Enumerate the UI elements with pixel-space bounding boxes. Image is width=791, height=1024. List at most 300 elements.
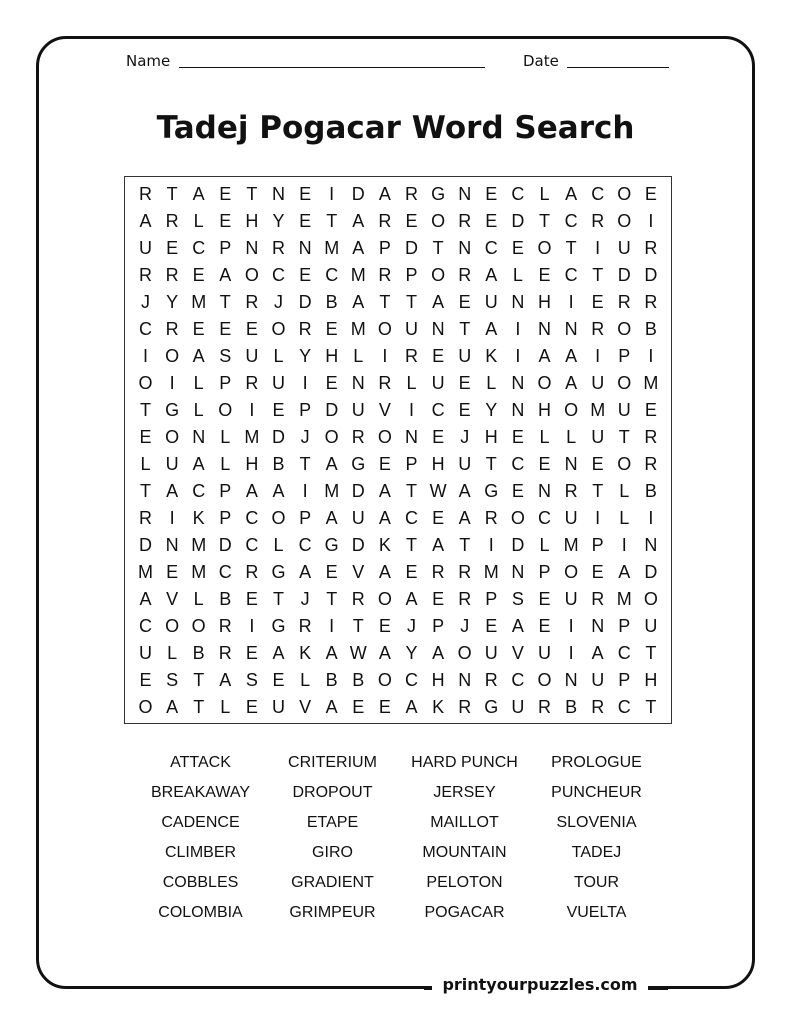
- grid-cell[interactable]: R: [139, 184, 152, 204]
- grid-cell[interactable]: E: [485, 184, 498, 204]
- grid-cell[interactable]: L: [193, 400, 204, 420]
- grid-cell[interactable]: L: [193, 211, 204, 231]
- grid-cell[interactable]: T: [166, 184, 178, 204]
- grid-cell[interactable]: J: [274, 292, 283, 312]
- grid-cell[interactable]: L: [619, 481, 630, 501]
- grid-cell[interactable]: C: [405, 670, 418, 690]
- grid-cell[interactable]: B: [644, 481, 657, 501]
- grid-cell[interactable]: M: [616, 589, 632, 609]
- grid-cell[interactable]: E: [192, 265, 205, 285]
- grid-cell[interactable]: R: [405, 184, 418, 204]
- grid-cell[interactable]: C: [218, 562, 232, 582]
- grid-cell[interactable]: E: [245, 697, 258, 717]
- grid-cell[interactable]: K: [192, 508, 205, 528]
- grid-cell[interactable]: U: [165, 454, 179, 474]
- grid-cell[interactable]: I: [302, 481, 308, 501]
- grid-cell[interactable]: I: [169, 508, 175, 528]
- grid-cell[interactable]: J: [300, 427, 310, 447]
- grid-cell[interactable]: T: [406, 535, 417, 555]
- grid-cell[interactable]: P: [219, 238, 232, 258]
- grid-cell[interactable]: K: [432, 697, 445, 717]
- grid-cell[interactable]: J: [300, 589, 310, 609]
- grid-cell[interactable]: C: [298, 535, 312, 555]
- grid-cell[interactable]: P: [219, 481, 232, 501]
- grid-cell[interactable]: E: [458, 400, 471, 420]
- grid-cell[interactable]: A: [192, 184, 205, 204]
- grid-cell[interactable]: N: [298, 238, 312, 258]
- grid-cell[interactable]: R: [591, 211, 605, 231]
- grid-cell[interactable]: E: [352, 697, 365, 717]
- grid-cell[interactable]: I: [648, 508, 654, 528]
- grid-cell[interactable]: E: [591, 292, 604, 312]
- grid-cell[interactable]: E: [299, 265, 312, 285]
- grid-cell[interactable]: R: [564, 481, 578, 501]
- grid-cell[interactable]: N: [431, 319, 445, 339]
- grid-cell[interactable]: N: [192, 427, 206, 447]
- grid-cell[interactable]: R: [431, 562, 445, 582]
- grid-cell[interactable]: N: [511, 292, 525, 312]
- name-line[interactable]: [179, 67, 485, 68]
- grid-cell[interactable]: O: [165, 346, 180, 366]
- grid-cell[interactable]: I: [648, 346, 654, 366]
- grid-cell[interactable]: O: [617, 211, 632, 231]
- grid-cell[interactable]: R: [165, 211, 179, 231]
- grid-cell[interactable]: R: [139, 508, 152, 528]
- grid-cell[interactable]: I: [302, 373, 308, 393]
- grid-cell[interactable]: P: [591, 535, 604, 555]
- grid-cell[interactable]: I: [595, 346, 601, 366]
- grid-cell[interactable]: L: [220, 454, 231, 474]
- grid-cell[interactable]: E: [272, 670, 285, 690]
- grid-cell[interactable]: R: [218, 616, 232, 636]
- grid-cell[interactable]: D: [351, 184, 365, 204]
- grid-cell[interactable]: P: [618, 346, 631, 366]
- grid-cell[interactable]: M: [350, 265, 366, 285]
- grid-cell[interactable]: O: [537, 373, 552, 393]
- grid-cell[interactable]: R: [245, 292, 259, 312]
- grid-cell[interactable]: O: [431, 211, 446, 231]
- grid-cell[interactable]: E: [139, 670, 152, 690]
- grid-cell[interactable]: T: [299, 454, 311, 474]
- grid-cell[interactable]: K: [485, 346, 498, 366]
- grid-cell[interactable]: A: [565, 184, 578, 204]
- grid-cell[interactable]: T: [406, 292, 417, 312]
- grid-cell[interactable]: O: [377, 670, 392, 690]
- grid-cell[interactable]: E: [458, 292, 471, 312]
- grid-cell[interactable]: P: [219, 508, 232, 528]
- grid-cell[interactable]: E: [511, 481, 524, 501]
- grid-cell[interactable]: U: [272, 697, 285, 717]
- grid-cell[interactable]: V: [378, 400, 391, 420]
- grid-cell[interactable]: A: [245, 481, 258, 501]
- grid-cell[interactable]: H: [484, 427, 498, 447]
- grid-cell[interactable]: D: [351, 535, 365, 555]
- grid-cell[interactable]: E: [299, 211, 312, 231]
- grid-cell[interactable]: Y: [272, 211, 285, 231]
- grid-cell[interactable]: A: [565, 373, 578, 393]
- grid-cell[interactable]: A: [325, 643, 338, 663]
- grid-cell[interactable]: L: [273, 346, 284, 366]
- grid-cell[interactable]: U: [617, 238, 631, 258]
- grid-cell[interactable]: T: [459, 319, 471, 339]
- grid-cell[interactable]: R: [538, 697, 551, 717]
- grid-cell[interactable]: I: [595, 238, 601, 258]
- grid-cell[interactable]: R: [405, 346, 418, 366]
- grid-cell[interactable]: O: [218, 400, 233, 420]
- grid-cell[interactable]: M: [324, 481, 340, 501]
- grid-cell[interactable]: L: [193, 589, 204, 609]
- grid-cell[interactable]: A: [378, 562, 391, 582]
- grid-cell[interactable]: C: [139, 616, 152, 636]
- grid-cell[interactable]: A: [378, 643, 391, 663]
- grid-cell[interactable]: A: [618, 562, 631, 582]
- grid-cell[interactable]: T: [193, 697, 205, 717]
- grid-cell[interactable]: N: [538, 319, 551, 339]
- grid-cell[interactable]: U: [405, 319, 418, 339]
- grid-cell[interactable]: E: [166, 238, 179, 258]
- grid-cell[interactable]: E: [458, 373, 471, 393]
- grid-cell[interactable]: U: [484, 292, 498, 312]
- grid-cell[interactable]: L: [566, 427, 577, 447]
- grid-cell[interactable]: U: [351, 508, 365, 528]
- grid-cell[interactable]: A: [378, 184, 391, 204]
- grid-cell[interactable]: A: [272, 643, 285, 663]
- grid-cell[interactable]: E: [139, 427, 152, 447]
- grid-cell[interactable]: O: [510, 508, 525, 528]
- grid-cell[interactable]: V: [511, 643, 524, 663]
- grid-cell[interactable]: A: [538, 346, 551, 366]
- grid-cell[interactable]: E: [405, 562, 418, 582]
- grid-cell[interactable]: R: [644, 454, 658, 474]
- grid-cell[interactable]: N: [511, 562, 525, 582]
- grid-cell[interactable]: D: [511, 535, 525, 555]
- grid-cell[interactable]: M: [350, 319, 366, 339]
- grid-cell[interactable]: D: [272, 427, 285, 447]
- grid-cell[interactable]: E: [591, 562, 604, 582]
- grid-cell[interactable]: H: [538, 400, 551, 420]
- grid-cell[interactable]: R: [378, 373, 392, 393]
- grid-cell[interactable]: C: [591, 184, 605, 204]
- grid-cell[interactable]: O: [165, 616, 180, 636]
- grid-cell[interactable]: P: [618, 670, 631, 690]
- grid-cell[interactable]: R: [484, 508, 498, 528]
- grid-cell[interactable]: N: [245, 238, 259, 258]
- grid-cell[interactable]: R: [139, 265, 152, 285]
- grid-cell[interactable]: E: [272, 400, 285, 420]
- grid-cell[interactable]: N: [272, 184, 285, 204]
- grid-cell[interactable]: E: [511, 238, 524, 258]
- grid-cell[interactable]: E: [511, 427, 524, 447]
- grid-cell[interactable]: C: [431, 400, 445, 420]
- grid-cell[interactable]: L: [539, 184, 550, 204]
- grid-cell[interactable]: P: [219, 373, 232, 393]
- grid-cell[interactable]: I: [382, 346, 388, 366]
- grid-cell[interactable]: J: [460, 616, 470, 636]
- grid-cell[interactable]: U: [458, 454, 472, 474]
- grid-cell[interactable]: A: [325, 454, 338, 474]
- grid-cell[interactable]: I: [408, 400, 414, 420]
- grid-cell[interactable]: C: [484, 238, 498, 258]
- grid-cell[interactable]: H: [431, 670, 445, 690]
- grid-cell[interactable]: R: [644, 292, 658, 312]
- grid-cell[interactable]: Y: [166, 292, 179, 312]
- grid-cell[interactable]: R: [484, 670, 498, 690]
- grid-cell[interactable]: N: [458, 670, 472, 690]
- grid-cell[interactable]: U: [644, 616, 658, 636]
- grid-cell[interactable]: O: [617, 319, 632, 339]
- grid-cell[interactable]: A: [139, 589, 152, 609]
- grid-cell[interactable]: U: [591, 427, 605, 447]
- grid-cell[interactable]: G: [165, 400, 180, 420]
- grid-cell[interactable]: A: [139, 211, 152, 231]
- grid-cell[interactable]: L: [539, 535, 550, 555]
- grid-cell[interactable]: R: [272, 238, 285, 258]
- grid-cell[interactable]: G: [484, 481, 499, 501]
- grid-cell[interactable]: H: [325, 346, 339, 366]
- grid-cell[interactable]: O: [537, 238, 552, 258]
- grid-cell[interactable]: P: [538, 562, 551, 582]
- grid-cell[interactable]: U: [245, 346, 259, 366]
- grid-cell[interactable]: R: [378, 211, 392, 231]
- grid-cell[interactable]: A: [432, 535, 445, 555]
- grid-cell[interactable]: E: [245, 589, 258, 609]
- grid-cell[interactable]: N: [591, 616, 605, 636]
- date-line[interactable]: [567, 67, 669, 68]
- grid-cell[interactable]: T: [645, 643, 657, 663]
- grid-cell[interactable]: L: [486, 373, 497, 393]
- grid-cell[interactable]: T: [352, 616, 364, 636]
- grid-cell[interactable]: A: [166, 481, 179, 501]
- grid-cell[interactable]: O: [271, 319, 286, 339]
- grid-cell[interactable]: A: [272, 481, 285, 501]
- grid-cell[interactable]: V: [299, 697, 312, 717]
- grid-cell[interactable]: D: [617, 265, 631, 285]
- grid-cell[interactable]: O: [324, 427, 339, 447]
- grid-cell[interactable]: A: [458, 508, 471, 528]
- grid-cell[interactable]: I: [488, 535, 494, 555]
- grid-cell[interactable]: N: [458, 184, 472, 204]
- grid-cell[interactable]: S: [245, 670, 258, 690]
- grid-cell[interactable]: T: [485, 454, 497, 474]
- grid-cell[interactable]: M: [563, 535, 579, 555]
- grid-cell[interactable]: D: [218, 535, 232, 555]
- grid-cell[interactable]: H: [245, 454, 259, 474]
- grid-cell[interactable]: A: [166, 697, 179, 717]
- grid-cell[interactable]: C: [192, 481, 206, 501]
- grid-cell[interactable]: M: [483, 562, 499, 582]
- grid-cell[interactable]: E: [299, 184, 312, 204]
- grid-cell[interactable]: E: [325, 562, 338, 582]
- grid-cell[interactable]: E: [432, 427, 445, 447]
- grid-cell[interactable]: P: [378, 238, 391, 258]
- grid-cell[interactable]: G: [484, 697, 499, 717]
- grid-cell[interactable]: E: [432, 508, 445, 528]
- grid-cell[interactable]: C: [617, 643, 631, 663]
- grid-cell[interactable]: B: [352, 670, 365, 690]
- grid-cell[interactable]: M: [191, 292, 207, 312]
- grid-cell[interactable]: O: [617, 184, 632, 204]
- grid-cell[interactable]: U: [617, 400, 631, 420]
- grid-cell[interactable]: W: [429, 481, 447, 501]
- grid-cell[interactable]: T: [273, 589, 284, 609]
- grid-cell[interactable]: E: [591, 454, 604, 474]
- grid-cell[interactable]: E: [219, 319, 232, 339]
- grid-cell[interactable]: L: [220, 427, 231, 447]
- grid-cell[interactable]: O: [643, 589, 658, 609]
- grid-cell[interactable]: E: [219, 184, 232, 204]
- grid-cell[interactable]: A: [352, 211, 365, 231]
- grid-cell[interactable]: C: [139, 319, 152, 339]
- grid-cell[interactable]: M: [244, 427, 260, 447]
- grid-cell[interactable]: P: [299, 400, 312, 420]
- grid-cell[interactable]: P: [432, 616, 445, 636]
- grid-cell[interactable]: N: [511, 400, 525, 420]
- grid-cell[interactable]: P: [618, 616, 631, 636]
- grid-cell[interactable]: E: [432, 346, 445, 366]
- grid-cell[interactable]: E: [378, 697, 391, 717]
- grid-cell[interactable]: M: [643, 373, 659, 393]
- grid-cell[interactable]: U: [351, 400, 365, 420]
- grid-cell[interactable]: I: [568, 292, 574, 312]
- grid-cell[interactable]: O: [537, 670, 552, 690]
- grid-cell[interactable]: I: [515, 319, 521, 339]
- grid-cell[interactable]: I: [249, 616, 255, 636]
- grid-cell[interactable]: K: [378, 535, 391, 555]
- grid-cell[interactable]: R: [378, 265, 392, 285]
- grid-cell[interactable]: W: [349, 643, 367, 663]
- grid-cell[interactable]: T: [326, 589, 338, 609]
- grid-cell[interactable]: T: [246, 184, 258, 204]
- grid-cell[interactable]: R: [351, 427, 365, 447]
- grid-cell[interactable]: B: [565, 697, 578, 717]
- grid-cell[interactable]: U: [139, 643, 152, 663]
- grid-cell[interactable]: P: [485, 589, 498, 609]
- grid-cell[interactable]: M: [590, 400, 606, 420]
- grid-cell[interactable]: M: [138, 562, 153, 582]
- grid-cell[interactable]: L: [140, 454, 151, 474]
- grid-cell[interactable]: D: [139, 535, 152, 555]
- grid-cell[interactable]: B: [192, 643, 205, 663]
- grid-cell[interactable]: R: [245, 562, 259, 582]
- grid-cell[interactable]: L: [539, 427, 550, 447]
- grid-cell[interactable]: C: [538, 508, 551, 528]
- grid-cell[interactable]: I: [329, 616, 335, 636]
- grid-cell[interactable]: O: [191, 616, 206, 636]
- grid-cell[interactable]: S: [219, 346, 232, 366]
- grid-cell[interactable]: H: [431, 454, 445, 474]
- grid-cell[interactable]: U: [139, 238, 152, 258]
- grid-cell[interactable]: N: [458, 238, 472, 258]
- grid-cell[interactable]: I: [169, 373, 175, 393]
- grid-cell[interactable]: R: [617, 292, 631, 312]
- grid-cell[interactable]: R: [644, 427, 658, 447]
- grid-cell[interactable]: K: [299, 643, 312, 663]
- grid-cell[interactable]: J: [141, 292, 150, 312]
- grid-cell[interactable]: D: [511, 211, 525, 231]
- grid-cell[interactable]: L: [167, 643, 178, 663]
- grid-cell[interactable]: L: [273, 535, 284, 555]
- grid-cell[interactable]: O: [377, 589, 392, 609]
- grid-cell[interactable]: A: [432, 643, 445, 663]
- grid-cell[interactable]: U: [431, 373, 445, 393]
- grid-cell[interactable]: R: [458, 589, 472, 609]
- grid-cell[interactable]: O: [138, 373, 153, 393]
- grid-cell[interactable]: C: [511, 670, 525, 690]
- grid-cell[interactable]: T: [219, 292, 231, 312]
- grid-cell[interactable]: Y: [405, 643, 418, 663]
- grid-cell[interactable]: O: [564, 400, 579, 420]
- grid-cell[interactable]: V: [166, 589, 179, 609]
- grid-cell[interactable]: E: [432, 589, 445, 609]
- grid-cell[interactable]: O: [431, 265, 446, 285]
- grid-cell[interactable]: T: [618, 427, 630, 447]
- grid-cell[interactable]: H: [538, 292, 551, 312]
- grid-cell[interactable]: H: [245, 211, 259, 231]
- grid-cell[interactable]: J: [407, 616, 416, 636]
- grid-cell[interactable]: E: [325, 373, 338, 393]
- grid-cell[interactable]: T: [645, 697, 657, 717]
- grid-cell[interactable]: R: [165, 265, 179, 285]
- grid-cell[interactable]: O: [271, 508, 286, 528]
- grid-cell[interactable]: T: [592, 265, 604, 285]
- grid-cell[interactable]: N: [564, 670, 578, 690]
- grid-cell[interactable]: R: [218, 643, 232, 663]
- grid-cell[interactable]: P: [405, 454, 418, 474]
- grid-cell[interactable]: T: [406, 481, 417, 501]
- grid-cell[interactable]: I: [568, 616, 574, 636]
- grid-cell[interactable]: U: [484, 643, 498, 663]
- grid-cell[interactable]: T: [193, 670, 205, 690]
- grid-cell[interactable]: V: [352, 562, 365, 582]
- grid-cell[interactable]: A: [378, 481, 391, 501]
- grid-cell[interactable]: L: [619, 508, 630, 528]
- grid-cell[interactable]: P: [405, 265, 418, 285]
- grid-cell[interactable]: R: [165, 319, 179, 339]
- grid-cell[interactable]: O: [617, 454, 632, 474]
- grid-cell[interactable]: R: [458, 211, 472, 231]
- grid-cell[interactable]: C: [192, 238, 206, 258]
- grid-cell[interactable]: A: [352, 292, 365, 312]
- grid-cell[interactable]: T: [379, 292, 391, 312]
- grid-cell[interactable]: D: [298, 292, 312, 312]
- grid-cell[interactable]: E: [485, 211, 498, 231]
- grid-cell[interactable]: A: [219, 265, 232, 285]
- grid-cell[interactable]: G: [351, 454, 366, 474]
- grid-cell[interactable]: R: [458, 697, 472, 717]
- grid-cell[interactable]: S: [511, 589, 524, 609]
- grid-cell[interactable]: C: [511, 184, 525, 204]
- grid-cell[interactable]: A: [591, 643, 604, 663]
- grid-cell[interactable]: A: [511, 616, 524, 636]
- grid-cell[interactable]: T: [140, 400, 151, 420]
- grid-cell[interactable]: B: [644, 319, 657, 339]
- grid-cell[interactable]: Y: [299, 346, 312, 366]
- grid-cell[interactable]: B: [219, 589, 232, 609]
- grid-cell[interactable]: I: [621, 535, 627, 555]
- grid-cell[interactable]: N: [405, 427, 418, 447]
- grid-cell[interactable]: U: [272, 373, 285, 393]
- grid-cell[interactable]: P: [299, 508, 312, 528]
- grid-cell[interactable]: N: [564, 454, 578, 474]
- grid-cell[interactable]: D: [405, 238, 418, 258]
- grid-cell[interactable]: E: [644, 184, 657, 204]
- grid-cell[interactable]: O: [138, 697, 153, 717]
- grid-cell[interactable]: E: [538, 589, 551, 609]
- grid-cell[interactable]: I: [249, 400, 255, 420]
- grid-cell[interactable]: A: [325, 697, 338, 717]
- grid-cell[interactable]: E: [485, 616, 498, 636]
- grid-cell[interactable]: R: [591, 319, 605, 339]
